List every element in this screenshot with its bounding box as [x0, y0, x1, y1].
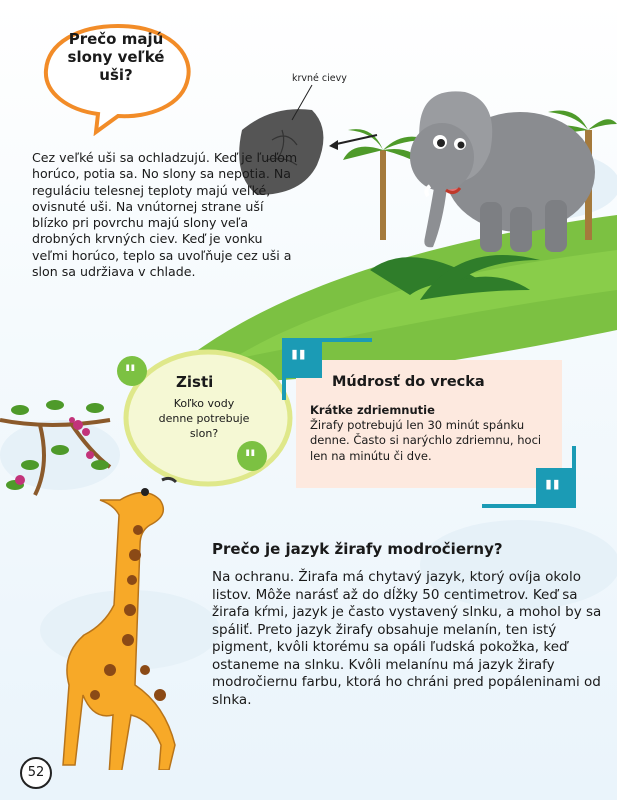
grass-illustration: [420, 240, 550, 320]
giraffe-heading: Prečo je jazyk žirafy modročierny?: [212, 540, 503, 558]
svg-text:": ": [543, 474, 562, 508]
giraffe-explanation-text: Na ochranu. Žirafa má chytavý jazyk, ktorý ovíja okolo listov. Môže narásť až do dĺžky 50 centimetrov. Keď sa žirafa kŕmi, jazyk je často vystavený slnku, a mohol by sa spáliť. Preto jazyk žirafy obsahuje melanín, ten istý pigment, kvôli ktorému sa opáli ľudská pokožka, keď ostaneme na slnku. Kvôli melanínu má jazyk žirafy modročiernu farbu, ktorá ho chráni pred popáleninami od slnka.: [212, 569, 602, 708]
quote-close-icon: [536, 468, 576, 508]
page-number: 52: [20, 757, 52, 789]
wisdom-subheading: Krátke zdriemnutie: [310, 403, 435, 417]
quote-close-icon: [236, 440, 268, 472]
svg-text:": ": [244, 445, 257, 472]
wisdom-heading: Múdrosť do vrecka: [332, 374, 485, 390]
blood-vessels-label: krvné cievy: [292, 73, 347, 84]
giraffe-illustration: [50, 470, 220, 770]
quote-open-icon: [282, 338, 322, 378]
wisdom-text: Žirafy potrebujú len 30 minút spánku denne. Často si narýchlo zdriemnu, hoci len na minútu či dve.: [310, 418, 542, 463]
elephant-illustration: [380, 82, 595, 257]
elephant-question-heading: Prečo majú slony veľké uši?: [67, 30, 165, 84]
zisti-question: Koľko vody denne potrebuje slon?: [158, 397, 250, 440]
elephant-explanation-text: Cez veľké uši sa ochladzujú. Keď je ľuďom horúco, potia sa. No slony sa nepotia. Na reguláciu telesnej teploty majú veľké, ovisnuté uši. Na vnútornej strane uší blízko pri povrchu majú slony veľa drobných krvných ciev. Keď je vonku veľmi horúco, teplo sa uvoľňuje cez uši a slon sa udržiava v chlade.: [32, 150, 298, 280]
svg-text:": ": [124, 360, 137, 387]
zisti-heading: Zisti: [176, 373, 214, 391]
svg-text:": ": [289, 344, 308, 378]
question-bubble: [56, 30, 176, 84]
